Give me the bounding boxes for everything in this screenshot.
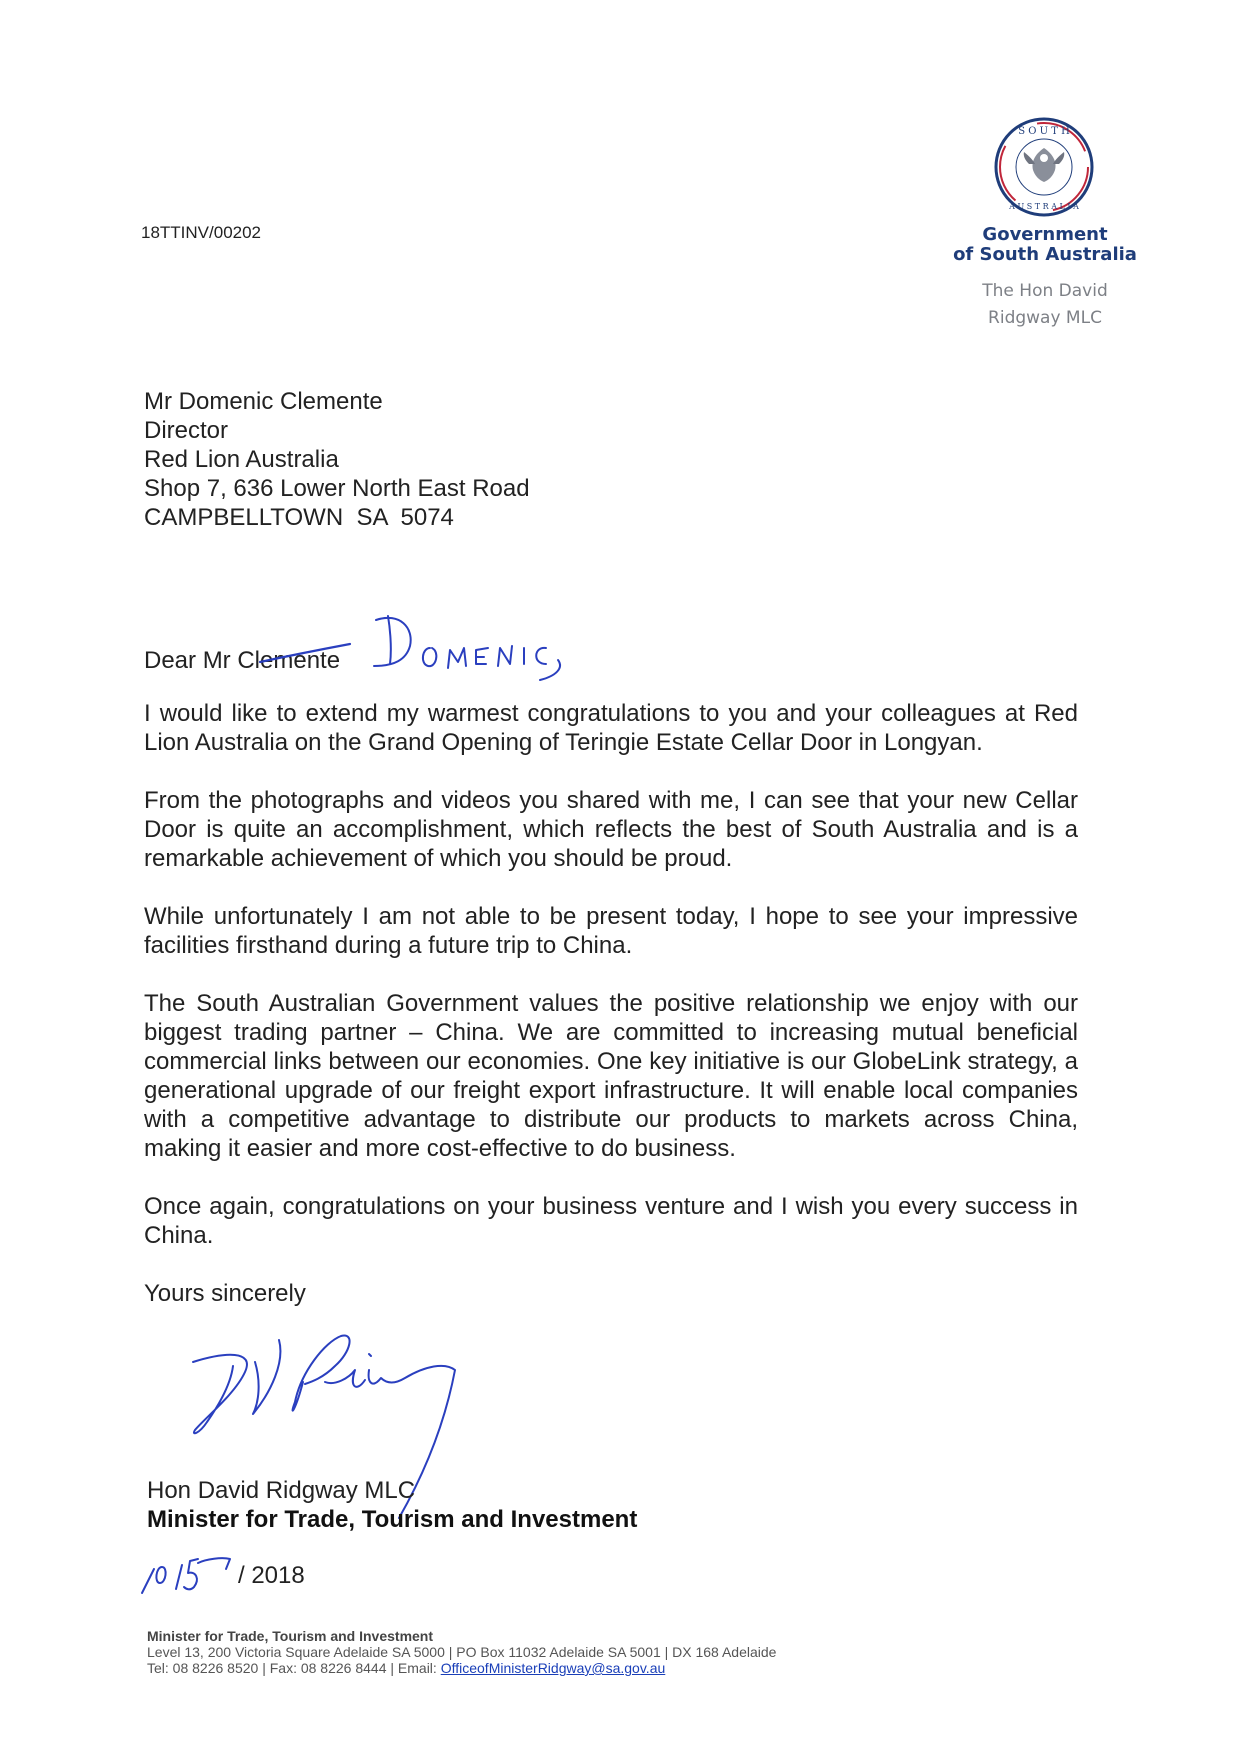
footer-contact (147, 1660, 776, 1676)
footer-address: Level 13, 200 Victoria Square Adelaide SA 5000 | PO Box 11032 Adelaide SA 5001 | DX 168 Adelaide (147, 1644, 777, 1660)
svg-text:S O U T H: S O U T H (1018, 126, 1070, 137)
handwritten-date (136, 1549, 246, 1599)
strike-through-mark (248, 636, 358, 676)
footer-email-link[interactable]: OfficeofMinisterRidgway@sa.gov.au (440, 1660, 666, 1676)
signatory-title: Minister for Trade, Tourism and Investment (147, 1506, 638, 1533)
salutation-prefix: Dear Mr (144, 647, 238, 674)
minister-line-1: The Hon David (982, 281, 1108, 301)
body-paragraph-4: The South Australian Government values the positive relationship we enjoy with our biggest trading partner – China. We are committed to increasing mutual beneficial commercial links between our economies. One key initiative is our GlobeLink strategy, a generational upgrade of our freight export infrastructure. It will enable local companies with a competitive advantage to distribute our products to markets across China, making it easier and more cost-effective to do business. (144, 990, 1078, 1162)
minister-line-2: Ridgway MLC (988, 308, 1102, 328)
recipient-street: Shop 7, 636 Lower North East Road (144, 475, 530, 502)
body-paragraph-2: From the photographs and videos you shared with me, I can see that your new Cellar Door is quite an accomplishment, which reflects the best of South Australia and is a remarkable achievement of which you should be proud. (144, 787, 1078, 872)
recipient-title: Director (144, 417, 229, 444)
svg-text:A U S T R A L I A: A U S T R A L I A (1009, 202, 1079, 211)
government-name (930, 225, 1160, 265)
government-line-1: Government (982, 224, 1108, 245)
footer-contact-prefix: Tel: 08 8226 8520 | Fax: 08 8226 8444 | Email: (147, 1660, 441, 1676)
letter-body (144, 699, 1078, 1337)
south-australia-crest-icon (993, 116, 1095, 218)
recipient-city: CAMPBELLTOWN SA 5074 (144, 504, 454, 531)
body-paragraph-5: Once again, congratulations on your business venture and I wish you every success in China. (144, 1193, 1078, 1249)
handwritten-name-domenic (370, 608, 570, 683)
signatory-name: Hon David Ridgway MLC (147, 1477, 416, 1504)
date-year: / 2018 (238, 1562, 305, 1589)
body-paragraph-1: I would like to extend my warmest congratulations to you and your colleagues at Red Lion Australia on the Grand Opening of Teringie Estate Cellar Door in Longyan. (144, 700, 1078, 756)
recipient-address (144, 387, 530, 532)
closing: Yours sincerely (144, 1280, 306, 1307)
letterhead-minister-name (950, 278, 1140, 332)
government-line-2: of South Australia (953, 244, 1137, 265)
letter-footer (147, 1628, 776, 1676)
body-paragraph-3: While unfortunately I am not able to be present today, I hope to see your impressive facilities firsthand during a future trip to China. (144, 903, 1078, 959)
recipient-name: Mr Domenic Clemente (144, 388, 383, 415)
recipient-company: Red Lion Australia (144, 446, 339, 473)
footer-title: Minister for Trade, Tourism and Investment (147, 1628, 434, 1644)
salutation-struck-name: Clemente (237, 647, 341, 674)
reference-number: 18TTINV/00202 (141, 223, 262, 242)
